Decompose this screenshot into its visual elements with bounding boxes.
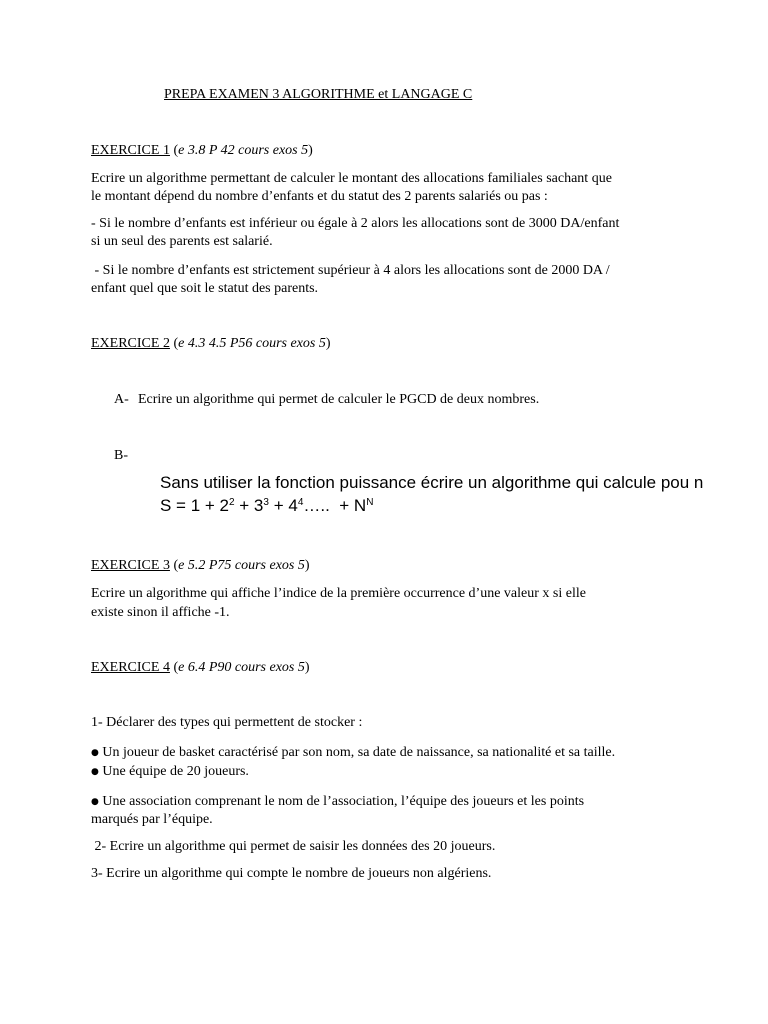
exercise-3-ref-close: ) — [304, 558, 310, 573]
exercise-4-bullet-1 — [91, 744, 615, 762]
formula-exponent-4: 4 — [297, 497, 304, 508]
exercise-1-text-line-5: - Si le nombre d’enfants est strictement supérieur à 4 alors les allocations sont de 2000 DA / — [91, 263, 610, 278]
formula-exponent-2: 2 — [229, 497, 235, 508]
formula-term-4: + 4 — [268, 496, 298, 515]
exercise-1-text-line-4: si un seul des parents est salarié. — [91, 234, 273, 249]
page-title: PREPA EXAMEN 3 ALGORITHME et LANGAGE C — [164, 87, 473, 102]
bullet-2-text: Une équipe de 20 joueurs. — [102, 764, 249, 779]
formula-exponent-n: N — [366, 497, 374, 508]
formula-exponent-3: 3 — [263, 497, 269, 508]
exercise-2-ref-open: ( — [169, 336, 179, 351]
exercise-4-heading: EXERCICE 4 — [91, 660, 170, 675]
exercise-4-ref-close: ) — [304, 660, 310, 675]
formula-tail: ….. + N — [303, 496, 367, 515]
exercise-3-text-line-2: existe sinon il affiche -1. — [91, 605, 230, 620]
exercise-2-heading-line — [91, 335, 331, 353]
bullet-icon: ● — [91, 748, 99, 758]
exercise-2-part-a-label: A- — [114, 392, 129, 407]
exercise-4-bullet-3-continued: marqués par l’équipe. — [91, 812, 213, 827]
exercise-4-question-1: 1- Déclarer des types qui permettent de stocker : — [91, 715, 363, 730]
exercise-4-heading-line — [91, 659, 310, 677]
exercise-1-text-line-2: le montant dépend du nombre d’enfants et du statut des 2 parents salariés ou pas : — [91, 189, 548, 204]
exercise-1-text-line-3: - Si le nombre d’enfants est inférieur ou égale à 2 alors les allocations sont de 3000 DA/enfant — [91, 216, 620, 231]
exercise-3-heading: EXERCICE 3 — [91, 558, 170, 573]
exercise-4-ref-open: ( — [169, 660, 179, 675]
bullet-3-text: Une association comprenant le nom de l’association, l’équipe des joueurs et les points — [102, 794, 585, 809]
exercise-2-part-b-text: Sans utiliser la fonction puissance écrire un algorithme qui calcule pou n — [160, 473, 704, 492]
exercise-3-reference: e 5.2 P75 cours exos 5 — [178, 558, 305, 573]
exercise-1-heading: EXERCICE 1 — [91, 143, 170, 158]
exercise-2-ref-close: ) — [325, 336, 331, 351]
exercise-2-heading: EXERCICE 2 — [91, 336, 170, 351]
exercise-1-ref-open: ( — [169, 143, 179, 158]
formula-term-3: + 3 — [234, 496, 264, 515]
bullet-1-text: Un joueur de basket caractérisé par son nom, sa date de naissance, sa nationalité et sa taille. — [102, 745, 616, 760]
exercise-1-text-line-1: Ecrire un algorithme permettant de calculer le montant des allocations familiales sachant que — [91, 171, 612, 186]
exercise-1-reference: e 3.8 P 42 cours exos 5 — [178, 143, 309, 158]
bullet-icon: ● — [91, 767, 99, 777]
exercise-2-part-b-label: B- — [114, 448, 128, 463]
exercise-3-text-line-1: Ecrire un algorithme qui affiche l’indice de la première occurrence d’une valeur x si elle — [91, 586, 586, 601]
exercise-4-question-3: 3- Ecrire un algorithme qui compte le nombre de joueurs non algériens. — [91, 866, 492, 881]
exercise-4-reference: e 6.4 P90 cours exos 5 — [178, 660, 305, 675]
exercise-4-bullet-3 — [91, 793, 584, 811]
exercise-2-reference: e 4.3 4.5 P56 cours exos 5 — [178, 336, 326, 351]
exercise-1-ref-close: ) — [308, 143, 313, 158]
exercise-2-part-b-formula — [160, 496, 373, 516]
bullet-icon: ● — [91, 797, 99, 807]
exercise-2-part-a-text: Ecrire un algorithme qui permet de calculer le PGCD de deux nombres. — [138, 392, 540, 407]
formula-start: S = 1 + 2 — [160, 496, 229, 515]
exercise-4-question-2: 2- Ecrire un algorithme qui permet de saisir les données des 20 joueurs. — [91, 839, 496, 854]
exercise-3-ref-open: ( — [169, 558, 179, 573]
exercise-3-heading-line — [91, 557, 310, 575]
exercise-1-heading-line — [91, 142, 313, 160]
exercise-1-text-line-6: enfant quel que soit le statut des parents. — [91, 281, 319, 296]
exercise-4-bullet-2 — [91, 763, 249, 781]
